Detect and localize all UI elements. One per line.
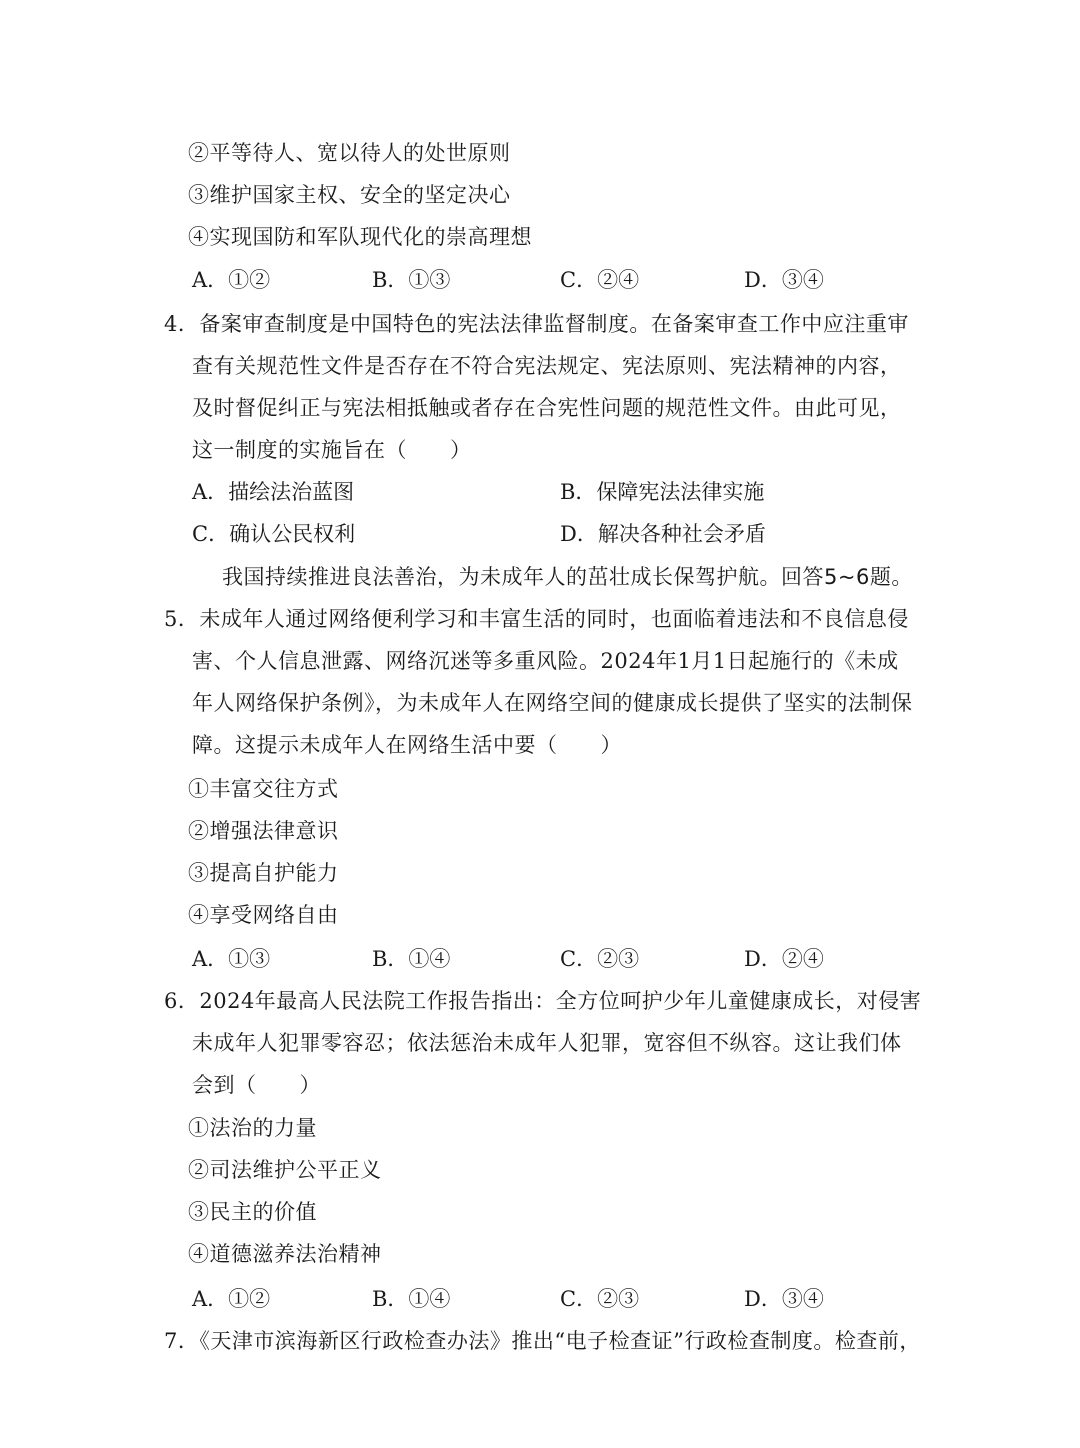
q4-stem-line-1: 4．备案审查制度是中国特色的宪法法律监督制度。在备案审查工作中应注重审 (164, 312, 909, 336)
q6-option-a: A．①② (192, 1287, 271, 1311)
q5-item-3: ③提高自护能力 (188, 861, 339, 885)
q7-stem-line-1: 7．《天津市滨海新区行政检查办法》推出“电子检查证”行政检查制度。检查前， (164, 1329, 921, 1353)
q3-option-b: B．①③ (372, 268, 451, 292)
q5-stem-line-4: 障。这提示未成年人在网络生活中要（ ） (192, 733, 622, 757)
q6-item-4: ④道德滋养法治精神 (188, 1242, 382, 1266)
q5-stem-line-3: 年人网络保护条例》，为未成年人在网络空间的健康成长提供了坚实的法制保 (192, 691, 913, 715)
section-intro-5-6: 我国持续推进良法善治，为未成年人的茁壮成长保驾护航。回答5~6题。 (222, 565, 913, 589)
q6-item-1: ①法治的力量 (188, 1116, 317, 1140)
q6-item-3: ③民主的价值 (188, 1200, 317, 1224)
q4-option-b: B．保障宪法法律实施 (560, 480, 765, 504)
q3-option-c: C．②④ (560, 268, 640, 292)
q4-option-a: A．描绘法治蓝图 (192, 480, 355, 504)
q6-stem-line-3: 会到（ ） (192, 1073, 321, 1097)
q5-item-4: ④享受网络自由 (188, 903, 339, 927)
q3-option-a: A．①② (192, 268, 271, 292)
q5-option-d: D．②④ (744, 947, 824, 971)
q5-item-2: ②增强法律意识 (188, 819, 339, 843)
q3-item-4: ④实现国防和军队现代化的崇高理想 (188, 225, 532, 249)
q4-stem-line-3: 及时督促纠正与宪法相抵触或者存在合宪性问题的规范性文件。由此可见， (192, 396, 902, 420)
q5-stem-line-2: 害、个人信息泄露、网络沉迷等多重风险。2024年1月1日起施行的《未成 (192, 649, 899, 673)
q4-option-c: C．确认公民权利 (192, 522, 356, 546)
q5-option-b: B．①④ (372, 947, 451, 971)
q4-stem-line-2: 查有关规范性文件是否存在不符合宪法规定、宪法原则、宪法精神的内容， (192, 354, 902, 378)
q4-option-d: D．解决各种社会矛盾 (560, 522, 766, 546)
q6-option-b: B．①④ (372, 1287, 451, 1311)
q5-option-c: C．②③ (560, 947, 640, 971)
q5-option-a: A．①③ (192, 947, 271, 971)
q5-stem-line-1: 5．未成年人通过网络便利学习和丰富生活的同时，也面临着违法和不良信息侵 (164, 607, 909, 631)
q6-option-d: D．③④ (744, 1287, 824, 1311)
q6-stem-line-1: 6．2024年最高人民法院工作报告指出：全方位呵护少年儿童健康成长，对侵害 (164, 989, 922, 1013)
q4-stem-line-4: 这一制度的实施旨在（ ） (192, 438, 472, 462)
q3-item-3: ③维护国家主权、安全的坚定决心 (188, 183, 511, 207)
q6-item-2: ②司法维护公平正义 (188, 1158, 382, 1182)
q5-item-1: ①丰富交往方式 (188, 777, 339, 801)
q3-option-d: D．③④ (744, 268, 824, 292)
q6-stem-line-2: 未成年人犯罪零容忍；依法惩治未成年人犯罪，宽容但不纵容。这让我们体 (192, 1031, 902, 1055)
q3-item-2: ②平等待人、宽以待人的处世原则 (188, 141, 511, 165)
q6-option-c: C．②③ (560, 1287, 640, 1311)
